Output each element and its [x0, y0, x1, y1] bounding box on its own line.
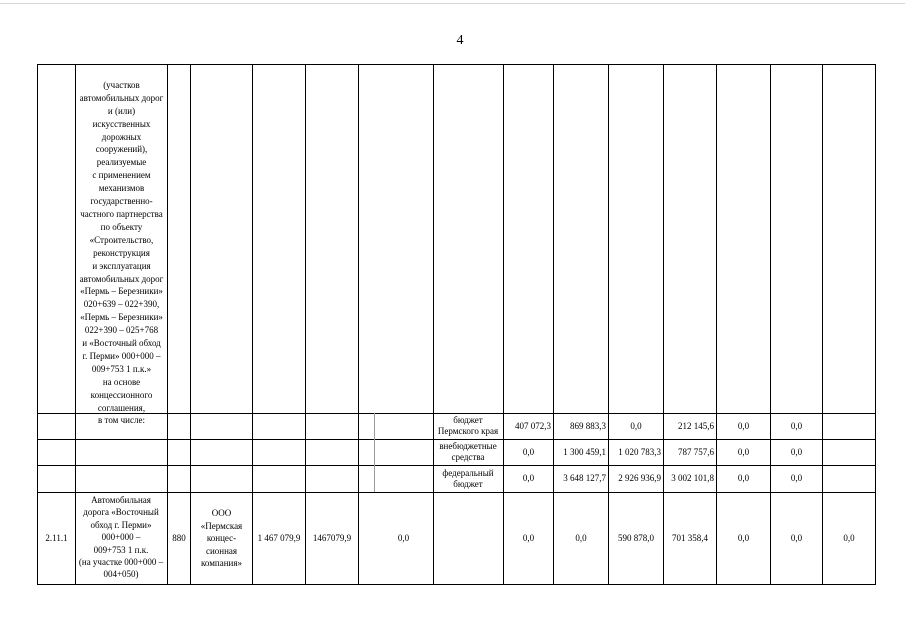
- federal-budget-value-2: 3 648 127,7: [563, 473, 606, 484]
- regional-budget-value-2: 869 883,3: [570, 420, 606, 431]
- federal-budget-value-6: 0,0: [790, 473, 803, 484]
- object-description: (участков автомобильных дорог и (или) искусственных дорожных сооружений), реализуемые с применением механизмов государственно- частного партнерства по объекту «Строительство, реконструкция и эксплуатация автомобильных дорог «Пермь – Березники» 020+639 – 022+390, «Пермь – Березники» 022+390 – 025+768 и «Восточный обход г. Перми» 000+000 – 009+753 1 п.к.» на основе концессионного соглашения, в том числе:: [79, 79, 164, 426]
- item-value-4: 701 358,4: [672, 533, 708, 544]
- scan-top-rule: [0, 3, 905, 4]
- extrabudgetary-value-3: 1 020 783,3: [618, 446, 661, 457]
- table-bottom-border: [37, 584, 875, 585]
- item-value-2: 0,0: [575, 533, 587, 544]
- item-value-6: 0,0: [790, 533, 803, 544]
- regional-budget-value-6: 0,0: [790, 420, 803, 431]
- federal-budget-value-4: 3 002 101,8: [671, 473, 714, 484]
- col-border-16: [875, 64, 876, 585]
- federal-budget-value-3: 2 926 936,9: [618, 473, 661, 484]
- regional-budget-value-1: 407 072,3: [515, 420, 551, 431]
- item-value-7: 0,0: [843, 533, 855, 544]
- item-name: Автомобильная дорога «Восточный обход г. Перми» 000+000 – 009+753 1 п.к. (на участке 000+000 – 004+050): [78, 495, 164, 580]
- regional-budget-value-4: 212 145,6: [678, 420, 714, 431]
- federal-budget-value-5: 0,0: [737, 473, 750, 484]
- funding-source-federal-budget: федеральный бюджет: [442, 467, 494, 489]
- funding-source-extrabudgetary: внебюджетные средства: [439, 441, 497, 462]
- item-total-1: 1 467 079,9: [257, 533, 301, 544]
- col-border-7b: [374, 413, 375, 492]
- extrabudgetary-value-6: 0,0: [790, 446, 803, 457]
- item-value-col7: 0,0: [397, 533, 410, 544]
- item-code: 880: [172, 533, 186, 544]
- extrabudgetary-value-2: 1 300 459,1: [563, 446, 606, 457]
- extrabudgetary-value-5: 0,0: [737, 446, 750, 457]
- col-border-8: [433, 64, 434, 585]
- item-value-5: 0,0: [737, 533, 750, 544]
- funding-source-regional-budget: бюджет Пермского края: [437, 415, 499, 436]
- page-number: 4: [456, 33, 464, 48]
- item-value-1: 0,0: [522, 533, 535, 544]
- regional-budget-value-3: 0,0: [630, 420, 642, 431]
- federal-budget-value-1: 0,0: [522, 473, 535, 484]
- extrabudgetary-value-4: 787 757,6: [678, 446, 714, 457]
- item-number: 2.11.1: [45, 533, 68, 544]
- regional-budget-value-5: 0,0: [737, 420, 750, 431]
- col-border-7: [358, 64, 359, 585]
- item-executor: ООО «Пермская концес- сионная компания»: [200, 508, 243, 569]
- item-total-2: 1467079,9: [312, 533, 352, 544]
- extrabudgetary-value-1: 0,0: [522, 446, 535, 457]
- item-value-3: 590 878,0: [618, 533, 654, 544]
